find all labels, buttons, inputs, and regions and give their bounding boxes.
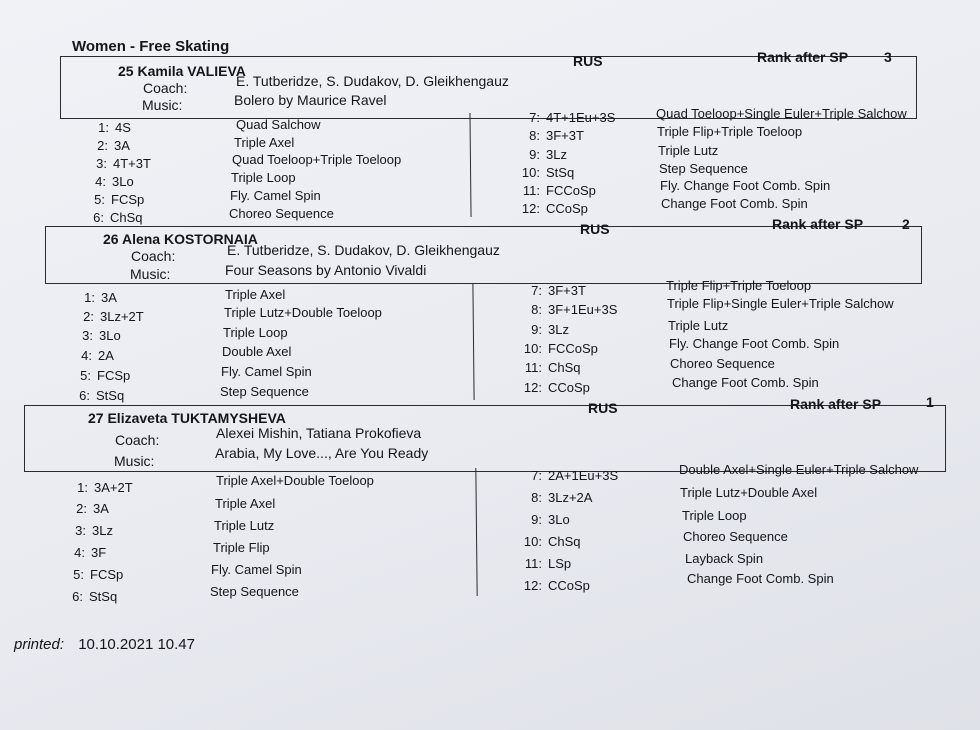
element-description: Triple Axel: [215, 496, 276, 511]
element-row: 5: FCSp: [80, 368, 131, 383]
element-row: 12: CCoSp: [521, 201, 588, 216]
element-description: Triple Flip: [213, 540, 270, 555]
element-description: Double Axel+Single Euler+Triple Salchow: [679, 462, 919, 477]
element-row: 2: 3Lz+2T: [83, 309, 144, 324]
column-divider: [472, 283, 475, 400]
rank-label: Rank after SP: [790, 396, 882, 412]
element-row: 8: 3Lz+2A: [531, 490, 593, 505]
element-row: 2: 3A: [97, 138, 130, 153]
element-description: Triple Loop: [682, 508, 747, 523]
element-description: Layback Spin: [685, 551, 764, 566]
element-description: Fly. Camel Spin: [230, 188, 321, 203]
element-description: Triple Flip+Triple Toeloop: [657, 124, 803, 139]
element-description: Fly. Change Foot Comb. Spin: [660, 178, 831, 193]
element-row: 5: FCSp: [94, 192, 145, 207]
rank-label: Rank after SP: [757, 49, 849, 65]
element-row: 5: FCSp: [73, 567, 124, 582]
element-row: 7: 3F+3T: [531, 283, 586, 298]
coach-names: Alexei Mishin, Tatiana Prokofieva: [216, 425, 422, 441]
element-row: 3: 3Lz: [75, 523, 113, 538]
skater-full-name: Elizaveta TUKTAMYSHEVA: [107, 410, 286, 426]
element-description: Step Sequence: [659, 161, 748, 176]
element-description: Triple Lutz+Double Toeloop: [224, 305, 382, 320]
element-row: 4: 3Lo: [95, 174, 134, 189]
music-label: Music:: [114, 453, 155, 469]
music-label: Music:: [130, 266, 171, 282]
element-row: 7: 4T+1Eu+3S: [529, 110, 616, 125]
element-description: Choreo Sequence: [683, 529, 788, 544]
rank-label: Rank after SP: [772, 216, 864, 232]
rank-value: 1: [926, 394, 934, 410]
start-number: 26: [103, 231, 119, 247]
element-row: 12: CCoSp: [523, 380, 590, 395]
coach-names: E. Tutberidze, S. Dudakov, D. Gleikhengauz: [236, 73, 509, 89]
music-title: Four Seasons by Antonio Vivaldi: [225, 262, 427, 278]
element-row: 9: 3Lo: [531, 512, 570, 527]
music-title: Arabia, My Love..., Are You Ready: [215, 445, 429, 461]
element-row: 11: FCCoSp: [522, 183, 596, 198]
element-description: Choreo Sequence: [229, 206, 334, 221]
coach-names: E. Tutberidze, S. Dudakov, D. Gleikhengauz: [227, 242, 500, 258]
coach-label: Coach:: [115, 432, 160, 448]
element-description: Change Foot Comb. Spin: [672, 375, 819, 390]
element-description: Triple Lutz: [214, 518, 275, 533]
element-description: Triple Axel: [234, 135, 295, 150]
printed-footer: [14, 636, 195, 653]
music-label: Music:: [142, 97, 183, 113]
element-row: 9: 3Lz: [529, 147, 567, 162]
element-description: Triple Loop: [231, 170, 296, 185]
element-row: 1: 4S: [98, 120, 131, 135]
element-row: 3: 4T+3T: [96, 156, 151, 171]
element-description: Double Axel: [222, 344, 292, 359]
element-description: Quad Toeloop+Single Euler+Triple Salchow: [656, 106, 907, 121]
element-row: 10: StSq: [521, 165, 575, 180]
element-row: 1: 3A: [84, 290, 117, 305]
nation-code: RUS: [573, 53, 603, 69]
element-row: 3: 3Lo: [82, 328, 121, 343]
element-description: Triple Loop: [223, 325, 288, 340]
printed-label: printed:: [14, 636, 65, 653]
column-divider: [469, 113, 471, 217]
element-row: 2: 3A: [76, 501, 109, 516]
element-description: Fly. Camel Spin: [221, 364, 312, 379]
skater-full-name: Kamila VALIEVA: [137, 63, 246, 79]
rank-value: 3: [884, 49, 892, 65]
element-row: 8: 3F+1Eu+3S: [531, 302, 618, 317]
element-description: Fly. Change Foot Comb. Spin: [669, 336, 840, 351]
element-description: Triple Lutz+Double Axel: [680, 485, 818, 500]
element-row: 1: 3A+2T: [77, 480, 133, 495]
music-title: Bolero by Maurice Ravel: [234, 92, 387, 108]
element-description: Step Sequence: [220, 384, 309, 399]
element-row: 11: ChSq: [524, 360, 581, 375]
nation-code: RUS: [588, 400, 618, 416]
element-description: Triple Flip+Single Euler+Triple Salchow: [667, 296, 894, 311]
element-row: 10: ChSq: [523, 534, 581, 549]
coach-label: Coach:: [131, 248, 176, 264]
skater-name: [118, 63, 246, 79]
element-row: 6: ChSq: [93, 210, 143, 225]
element-row: 4: 2A: [81, 348, 114, 363]
event-title: Women - Free Skating: [72, 38, 230, 55]
element-row: 6: StSq: [72, 589, 118, 604]
element-description: Change Foot Comb. Spin: [687, 571, 834, 586]
element-row: 10: FCCoSp: [523, 341, 598, 356]
coach-label: Coach:: [143, 80, 188, 96]
skater-full-name: Alena KOSTORNAIA: [121, 231, 258, 247]
element-row: 9: 3Lz: [531, 322, 569, 337]
element-description: Triple Lutz: [668, 318, 729, 333]
rank-value: 2: [902, 216, 910, 232]
element-description: Triple Axel+Double Toeloop: [216, 473, 374, 488]
element-description: Step Sequence: [210, 584, 299, 599]
element-description: Triple Lutz: [658, 143, 719, 158]
column-divider: [475, 468, 478, 596]
element-description: Fly. Camel Spin: [211, 562, 302, 577]
element-description: Quad Toeloop+Triple Toeloop: [232, 152, 402, 167]
element-description: Quad Salchow: [236, 117, 321, 132]
skater-name: [88, 410, 286, 426]
element-row: 8: 3F+3T: [529, 128, 584, 143]
element-description: Choreo Sequence: [670, 356, 775, 371]
element-row: 7: 2A+1Eu+3S: [531, 468, 619, 483]
element-description: Change Foot Comb. Spin: [661, 196, 808, 211]
element-description: Triple Axel: [225, 287, 286, 302]
element-description: Triple Flip+Triple Toeloop: [666, 278, 812, 293]
element-row: 11: LSp: [524, 556, 572, 571]
start-number: 25: [118, 63, 134, 79]
element-row: 12: CCoSp: [523, 578, 590, 593]
nation-code: RUS: [580, 221, 610, 237]
element-row: 6: StSq: [79, 388, 125, 403]
element-row: 4: 3F: [74, 545, 107, 560]
start-number: 27: [88, 410, 104, 426]
printed-timestamp: 10.10.2021 10.47: [78, 636, 195, 653]
